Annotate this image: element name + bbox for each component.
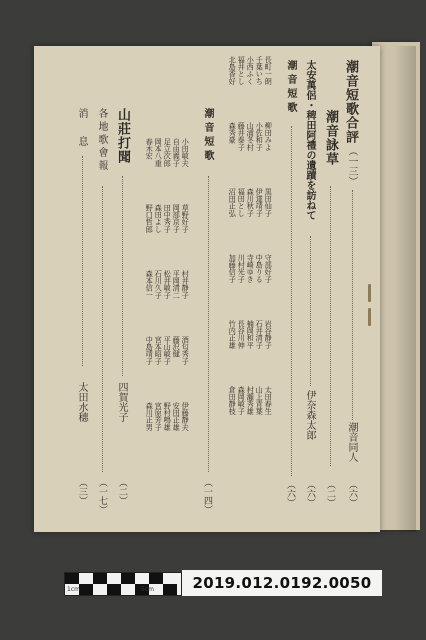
contributor-name: 岡部京子: [172, 204, 182, 233]
toc-section-shousoku-author: 太田水穗: [76, 382, 87, 422]
contributor-name: 沼田正弘: [228, 188, 238, 217]
contributor-name: 山上青葉: [255, 386, 265, 415]
contributor-name: 森岡敏子: [237, 386, 247, 415]
dot-leader: [122, 176, 123, 376]
ruler-label-right: 5cm: [141, 586, 154, 593]
contributor-name: 北島香好: [228, 56, 238, 85]
ruler-block: [79, 584, 93, 595]
dot-leader: [330, 186, 331, 466]
contributor-name: 松井敏子: [163, 270, 173, 299]
contributor-name: 楠岡和平: [246, 320, 256, 349]
contributor-name: 森本信一: [145, 270, 155, 299]
contributor-name: 村瀬秀雄: [246, 386, 256, 415]
contributor-name: 森田よし: [154, 204, 164, 233]
ruler-block: [121, 573, 135, 584]
contributor-name: 田中秀子: [163, 204, 173, 233]
ruler-block: [163, 584, 177, 595]
toc-section-tanka-1-page: （六）: [285, 480, 295, 507]
ruler-block: [149, 573, 163, 584]
toc-section-tanka-1: 潮音短歌: [285, 60, 296, 116]
contributor-name: 竹内正雄: [228, 320, 238, 349]
toc-section-tanka-2: 潮音短歌: [202, 108, 213, 164]
toc-section-sansou: 山莊打聞: [115, 108, 130, 164]
toc-section-eisou-page: （二）: [325, 480, 335, 507]
contributor-name: 柳田みよ: [264, 122, 274, 151]
accession-number: 2019.012.0192.0050: [182, 570, 382, 596]
ruler-block: [93, 573, 107, 584]
contributor-name: 中島靖子: [145, 336, 155, 365]
contributor-name: 守部好子: [264, 254, 274, 283]
contributor-name: 小田敏夫: [181, 138, 191, 167]
contributor-name: 中島りる: [255, 254, 265, 283]
dot-leader: [310, 236, 311, 386]
contributor-name: 藤井泰子: [237, 122, 247, 151]
contributor-name: 酒匂秀子: [181, 336, 191, 365]
contributor-name: 岡本八重: [154, 138, 164, 167]
contributor-name: 平岡清二: [172, 270, 182, 299]
contributor-name: 伊藤静夫: [181, 402, 191, 431]
toc-section-kaihou: 各地歌會報: [96, 108, 107, 173]
dot-leader: [291, 126, 292, 476]
contributor-name: 長町一朗: [264, 56, 274, 85]
toc-section-essay-author: 伊奈森太郎: [304, 390, 315, 440]
dot-leader: [82, 156, 83, 366]
toc-section-essay: 太安萬侶・稗田阿禮の遺蹟を訪ねて: [304, 60, 315, 220]
contributor-name: 宮本昭子: [154, 336, 164, 365]
contributor-name: 石川久子: [154, 270, 164, 299]
contributor-name: 森川秋子: [246, 188, 256, 217]
contributor-name: 草野好子: [181, 204, 191, 233]
binding-staple: [368, 308, 371, 326]
page-gutter-shadow: [394, 46, 416, 532]
contributor-name: 寺崎ゆき: [246, 254, 256, 283]
contributor-name: 春木宏: [145, 138, 155, 160]
contributor-name: 小西ふく: [246, 56, 256, 85]
contributor-name: 野村鳴雄: [163, 402, 173, 431]
contributor-name: 川村光子: [237, 254, 247, 283]
toc-section-essay-page: （六）: [305, 480, 315, 507]
dot-leader: [208, 176, 209, 472]
contributor-name: 森川正男: [145, 402, 155, 431]
toc-title-author: 潮音同人: [346, 422, 357, 462]
dot-leader: [352, 190, 353, 420]
contributor-name: 村井静子: [181, 270, 191, 299]
scale-ruler: [64, 572, 182, 596]
toc-title-page: （一三）: [346, 146, 357, 186]
ruler-block: [107, 584, 121, 595]
toc-section-tanka-2-page: （一四）: [202, 478, 212, 514]
toc-section-shousoku-page: （三）: [77, 478, 87, 505]
contributor-name: 伊達靖子: [255, 188, 265, 217]
ruler-block: [65, 573, 79, 584]
contributor-name: 千葉いち: [255, 56, 265, 85]
toc-title: 潮音短歌合評: [343, 60, 358, 144]
contributor-name: 福田とし: [237, 188, 247, 217]
toc-page: [34, 46, 380, 532]
toc-section-kaihou-page: （一七）: [97, 478, 107, 514]
contributor-name: 山浦冬村: [246, 122, 256, 151]
toc-section-sansou-author: 四賀光子: [116, 382, 127, 422]
contributor-name: 足立次郎: [163, 138, 173, 167]
ruler-label-left: 1cm: [67, 586, 80, 593]
dot-leader: [102, 186, 103, 472]
contributor-name: 倉田静枝: [228, 386, 238, 415]
contributor-name: 太田春生: [264, 386, 274, 415]
binding-staple: [368, 284, 371, 302]
contributor-name: 小佐和子: [255, 122, 265, 151]
contributor-name: 安田正雄: [172, 402, 182, 431]
contributor-name: 平山敏子: [163, 336, 173, 365]
contributor-name: 宮原芳子: [154, 402, 164, 431]
toc-title-author-page: （六）: [347, 480, 357, 507]
contributor-name: 石井清子: [255, 320, 265, 349]
contributor-name: 森秀豪: [228, 122, 238, 144]
contributor-name: 野口哲郎: [145, 204, 155, 233]
toc-section-eisou: 潮音詠草: [323, 110, 338, 166]
contributor-name: 福井とし: [237, 56, 247, 85]
contributor-name: 自由義子: [172, 138, 182, 167]
toc-section-sansou-page: （二）: [117, 478, 127, 505]
contributor-name: 長谷川伸: [237, 320, 247, 349]
contributor-name: 藤沢健: [172, 336, 182, 358]
contributor-name: 加藤信子: [228, 254, 238, 283]
toc-section-shousoku: 消息: [76, 108, 87, 164]
contributor-name: 黒田仙子: [264, 188, 274, 217]
contributor-name: 岩谷静子: [264, 320, 274, 349]
